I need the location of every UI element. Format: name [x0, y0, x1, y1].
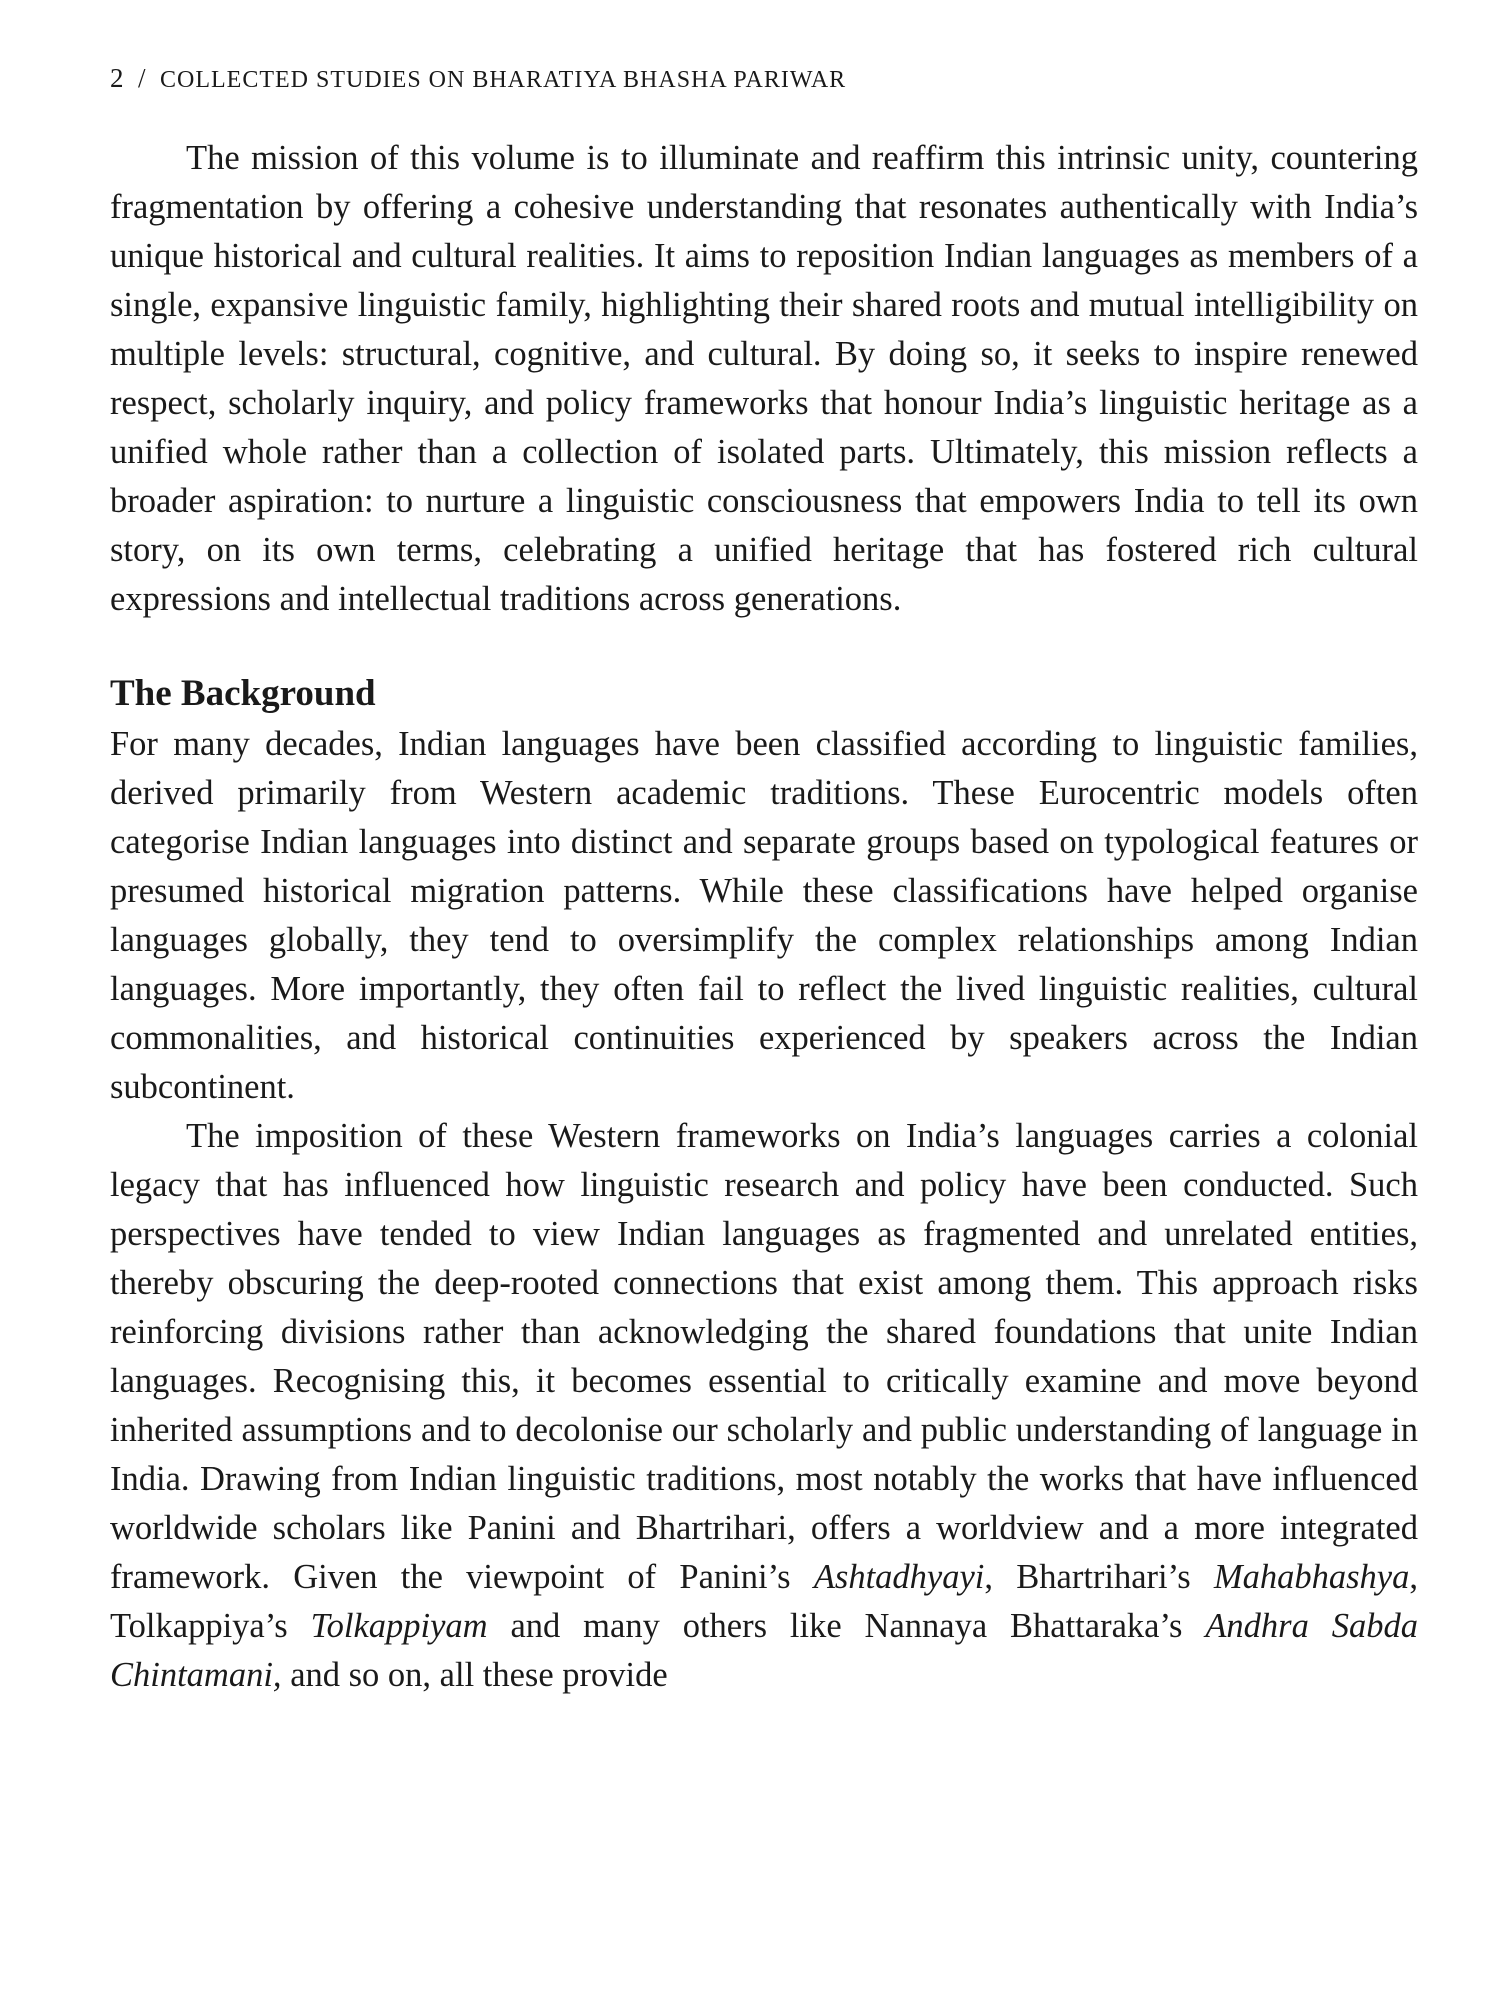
work-title-andhra-sabda-chintamani: Andhra Sabda Chintamani, [110, 1607, 1418, 1694]
paragraph-text: and many others like Nannaya Bhattaraka’s [487, 1607, 1206, 1645]
book-page [110, 58, 1418, 1700]
paragraph-text: The imposition of these Western frameworks on India’s languages carries a colonial legacy that has influenced how linguistic research and policy have been conducted. Such perspectives have tended to view Indian languages as fragmented and unrelated entities, thereby obscuring the deep-rooted connections that exist among them. This approach risks reinforcing divisions rather than acknowledging the shared foundations that unite Indian languages. Recognising this, it becomes essential to critically examine and move beyond inherited assumptions and to decolonise our scholarly and public understanding of language in India. Drawing from Indian linguistic traditions, most notably the works that have influenced worldwide scholars like Panini and Bhartrihari, offers a worldview and a more integrated framework. Given the viewpoint of Panini’s [110, 1117, 1418, 1596]
mission-paragraph: The mission of this volume is to illuminate and reaffirm this intrinsic unity, countering fragmentation by offering a cohesive understanding that resonates authentically with India’s unique historical and cultural realities. It aims to reposition Indian languages as members of a single, expansive linguistic family, highlighting their shared roots and mutual intelligibility on multiple levels: structural, cognitive, and cultural. By doing so, it seeks to inspire renewed respect, scholarly inquiry, and policy frameworks that honour India’s linguistic heritage as a unified whole rather than a collection of isolated parts. Ultimately, this mission reflects a broader aspiration: to nurture a linguistic consciousness that empowers India to tell its own story, on its own terms, celebrating a unified heritage that has fostered rich cultural expressions and intellectual traditions across generations. [110, 139, 1418, 618]
section-heading: The Background [110, 673, 376, 714]
work-title-mahabhashya: Mahabhashya [1213, 1558, 1410, 1596]
running-head [110, 58, 1418, 100]
work-title-tolkappiyam: Tolkappiyam [310, 1607, 488, 1645]
background-paragraph-2 [110, 1112, 1418, 1700]
work-title-ashtadhyayi: Ashtadhyayi [813, 1558, 985, 1596]
paragraph-text: , Tolkappiya’s [110, 1558, 1418, 1645]
page-number: 2 [110, 63, 124, 93]
running-head-separator: / [138, 63, 147, 93]
paragraph-text: and so on, all these provide [281, 1656, 668, 1694]
background-paragraph-1: For many decades, Indian languages have been classified according to linguistic families, derived primarily from Western academic traditions. These Eurocentric models often categorise Indian languages into distinct and separate groups based on typological features or presumed historical migration patterns. While these classifications have helped organise languages globally, they tend to oversimplify the complex relationships among Indian languages. More importantly, they often fail to reflect the lived linguistic realities, cultural commonalities, and historical continuities experienced by speakers across the Indian subcontinent. [110, 725, 1418, 1106]
paragraph-text: , Bhartrihari’s [984, 1558, 1214, 1596]
book-title: COLLECTED STUDIES ON BHARATIYA BHASHA PARIWAR [160, 67, 847, 93]
